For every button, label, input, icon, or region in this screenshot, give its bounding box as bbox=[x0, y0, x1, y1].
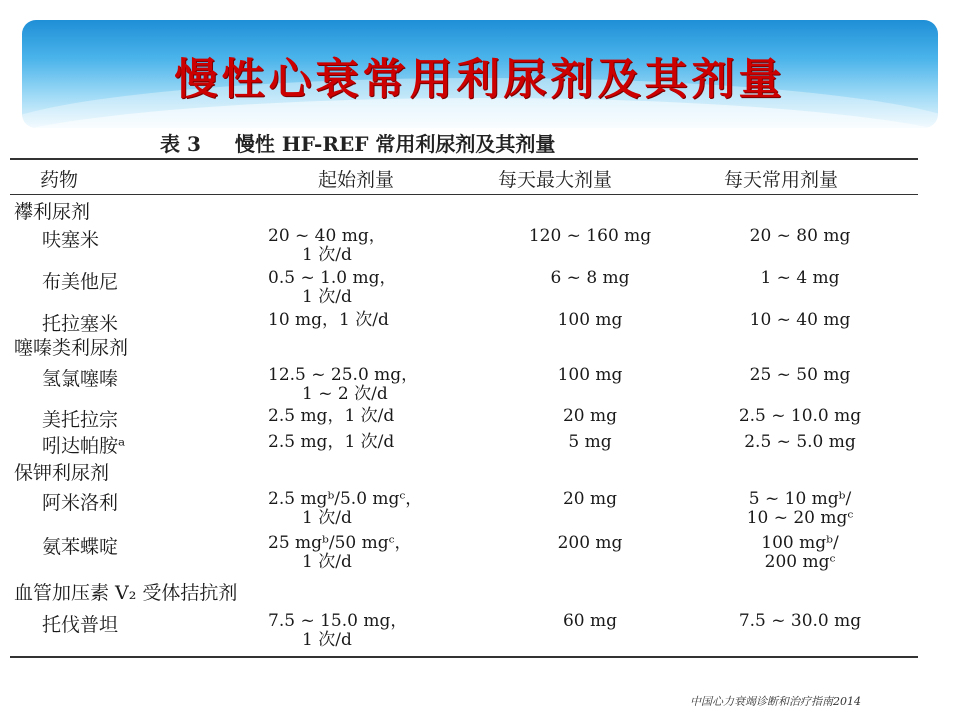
start-dose-line: 1 次/d bbox=[302, 287, 352, 307]
start-dose bbox=[268, 534, 412, 572]
drug-group-label: 保钾利尿剂 bbox=[14, 462, 110, 484]
drug-group-label: 血管加压素 V₂ 受体拮抗剂 bbox=[14, 582, 238, 604]
slide-title: 慢性心衰常用利尿剂及其剂量 bbox=[174, 55, 786, 105]
drug-name: 美托拉宗 bbox=[42, 409, 119, 431]
usual-dose bbox=[700, 269, 900, 288]
usual-dose bbox=[700, 311, 900, 330]
usual-dose bbox=[700, 534, 900, 572]
start-dose bbox=[268, 311, 389, 330]
max-dose: 6 ~ 8 mg bbox=[550, 268, 630, 288]
drug-name: 吲达帕胺ᵃ bbox=[42, 435, 126, 457]
start-dose bbox=[268, 269, 397, 307]
start-dose bbox=[268, 490, 422, 528]
start-dose-line: 1 次/d bbox=[302, 630, 352, 650]
usual-dose-line: 2.5 ~ 10.0 mg bbox=[738, 406, 862, 426]
start-dose bbox=[268, 433, 394, 452]
start-dose bbox=[268, 366, 418, 404]
drug-name: 阿米洛利 bbox=[42, 492, 119, 514]
usual-dose bbox=[700, 227, 900, 246]
usual-dose-line: 1 ~ 4 mg bbox=[760, 268, 840, 288]
max-dose: 120 ~ 160 mg bbox=[528, 226, 652, 246]
max-dose: 60 mg bbox=[562, 611, 618, 631]
usual-dose-line: 7.5 ~ 30.0 mg bbox=[738, 611, 862, 631]
usual-dose-line: 10 ~ 20 mgᶜ bbox=[746, 508, 854, 528]
source-footer: 中国心力衰竭诊断和治疗指南2014 bbox=[690, 695, 861, 708]
table-caption-label: 表 3 bbox=[160, 132, 201, 156]
usual-dose-line: 20 ~ 80 mg bbox=[749, 226, 851, 246]
table-top-rule bbox=[10, 158, 918, 160]
usual-dose bbox=[700, 490, 900, 528]
start-dose-line: 2.5 mgᵇ/5.0 mgᶜ， bbox=[268, 489, 423, 509]
usual-dose-line: 10 ~ 40 mg bbox=[749, 310, 851, 330]
table-caption bbox=[160, 128, 555, 157]
usual-dose-line: 200 mgᶜ bbox=[764, 552, 836, 572]
max-dose: 20 mg bbox=[562, 489, 618, 509]
header-start-dose: 起始剂量 bbox=[318, 169, 395, 191]
header-usual-dose: 每天常用剂量 bbox=[724, 169, 839, 191]
usual-dose-line: 100 mgᵇ/ bbox=[761, 533, 839, 553]
usual-dose bbox=[700, 366, 900, 385]
usual-dose-line: 2.5 ~ 5.0 mg bbox=[744, 432, 856, 452]
drug-name: 托拉塞米 bbox=[42, 313, 119, 335]
drug-group-label: 噻嗪类利尿剂 bbox=[14, 337, 129, 359]
usual-dose-line: 25 ~ 50 mg bbox=[749, 365, 851, 385]
table-bottom-rule bbox=[10, 656, 918, 658]
start-dose-line: 2.5 mg，1 次/d bbox=[268, 406, 395, 426]
usual-dose bbox=[700, 433, 900, 452]
start-dose-line: 1 次/d bbox=[302, 552, 352, 572]
start-dose-line: 7.5 ~ 15.0 mg， bbox=[268, 611, 408, 631]
start-dose bbox=[268, 612, 407, 650]
start-dose-line: 1 ~ 2 次/d bbox=[302, 384, 388, 404]
max-dose: 5 mg bbox=[568, 432, 612, 452]
max-dose: 200 mg bbox=[557, 533, 623, 553]
table-header-rule bbox=[10, 194, 918, 195]
header-max-dose: 每天最大剂量 bbox=[498, 169, 613, 191]
usual-dose bbox=[700, 407, 900, 426]
drug-name: 氢氯噻嗪 bbox=[42, 368, 119, 390]
drug-name: 布美他尼 bbox=[42, 271, 119, 293]
start-dose-line: 10 mg，1 次/d bbox=[268, 310, 389, 330]
start-dose-line: 1 次/d bbox=[302, 508, 352, 528]
start-dose-line: 25 mgᵇ/50 mgᶜ， bbox=[268, 533, 412, 553]
drug-name: 呋塞米 bbox=[42, 229, 100, 251]
start-dose-line: 20 ~ 40 mg， bbox=[268, 226, 386, 246]
max-dose: 100 mg bbox=[557, 310, 623, 330]
start-dose-line: 12.5 ~ 25.0 mg， bbox=[268, 365, 419, 385]
start-dose-line: 1 次/d bbox=[302, 245, 352, 265]
drug-name: 氨苯蝶啶 bbox=[42, 536, 119, 558]
usual-dose bbox=[700, 612, 900, 631]
max-dose: 100 mg bbox=[557, 365, 623, 385]
header-drug: 药物 bbox=[40, 169, 79, 191]
start-dose-line: 2.5 mg，1 次/d bbox=[268, 432, 395, 452]
drug-group-label: 襻利尿剂 bbox=[14, 201, 91, 223]
table-caption-text: 慢性 HF-REF 常用利尿剂及其剂量 bbox=[234, 132, 556, 156]
usual-dose-line: 5 ~ 10 mgᵇ/ bbox=[748, 489, 852, 509]
drug-name: 托伐普坦 bbox=[42, 614, 119, 636]
max-dose: 20 mg bbox=[562, 406, 618, 426]
start-dose bbox=[268, 227, 386, 265]
start-dose-line: 0.5 ~ 1.0 mg， bbox=[268, 268, 397, 288]
start-dose bbox=[268, 407, 394, 426]
